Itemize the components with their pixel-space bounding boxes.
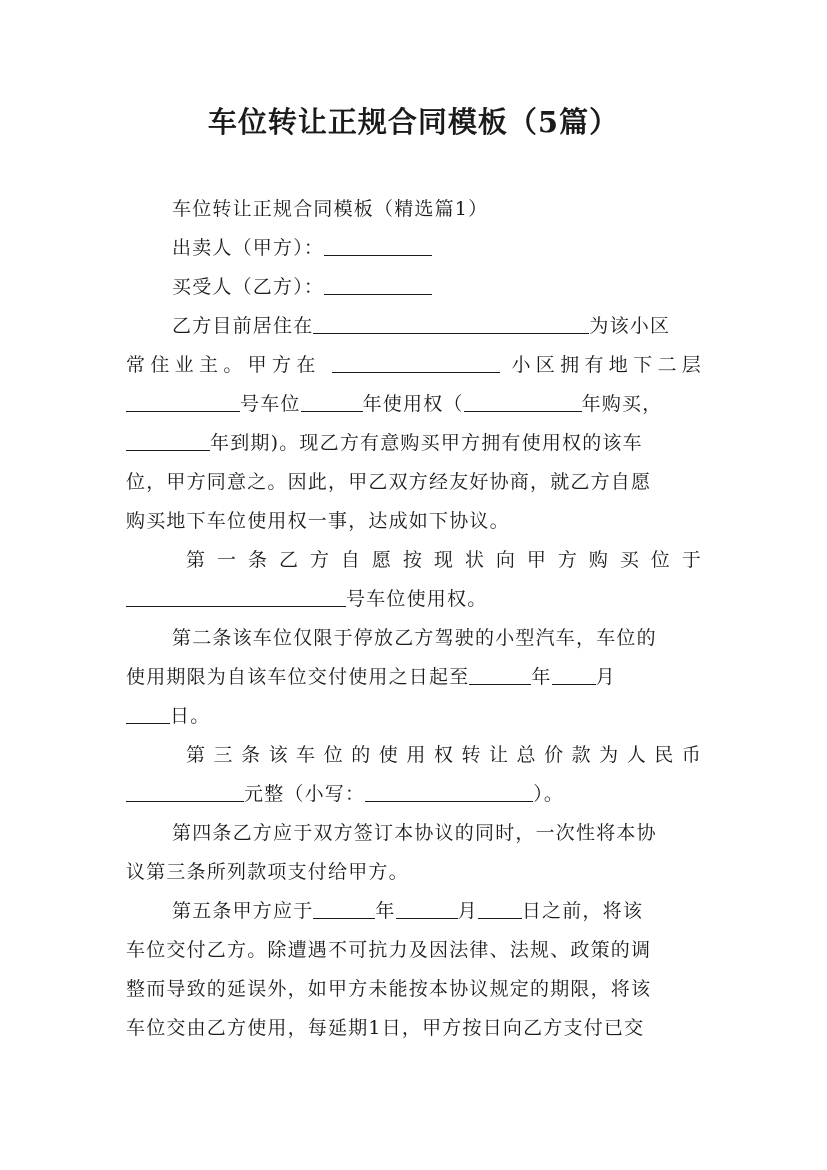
article-2-line-2	[126, 658, 702, 697]
text-run: ）。	[533, 783, 565, 805]
buyer-label: 买受人（乙方）：	[172, 276, 325, 298]
expiry-year-blank	[126, 430, 210, 451]
article-5-line-2: 车位交付乙方。除遭遇不可抗力及因法律、法规、政策的调	[126, 939, 652, 961]
article-1-line-2	[126, 580, 702, 619]
text-run: 为该小区	[589, 315, 671, 337]
price-digits-blank	[365, 781, 533, 802]
location-blank	[126, 586, 346, 607]
text-run: 日之前，将该	[521, 900, 644, 922]
seller-line	[126, 229, 702, 268]
paragraph-1-line-2	[126, 346, 702, 385]
document-title: 车位转让正规合同模板（5篇）	[207, 105, 620, 139]
text-run: 小区拥有地下二层	[511, 354, 702, 376]
article-4-line-1: 第四条乙方应于双方签订本协议的同时，一次性将本协	[172, 822, 657, 844]
price-words-blank	[126, 781, 244, 802]
article-5-line-1	[126, 892, 702, 931]
article-4-line-2: 议第三条所列款项支付给甲方。	[126, 861, 409, 883]
text-run: 号车位	[240, 393, 301, 415]
text-run: 年	[531, 666, 552, 688]
article-1-line-1: 第一条乙方自愿按现状向甲方购买位于	[186, 549, 702, 571]
text-run: 年	[375, 900, 396, 922]
end-day-blank	[126, 703, 170, 724]
text-run: 年到期)。现乙方有意购买甲方拥有使用权的该车	[210, 432, 643, 454]
article-5-line-3: 整而导致的延误外，如甲方未能按本协议规定的期限，将该	[126, 978, 652, 1000]
years-blank	[301, 391, 363, 412]
text-run: 月	[457, 900, 478, 922]
delivery-year-blank	[313, 898, 375, 919]
text-run: 日。	[170, 705, 211, 727]
article-3-line-2	[126, 775, 702, 814]
paragraph-1-line-5: 位，甲方同意之。因此，甲乙双方经友好协商，就乙方自愿	[126, 471, 652, 493]
text-run: 号车位使用权。	[346, 588, 488, 610]
end-month-blank	[552, 664, 596, 685]
seller-label: 出卖人（甲方）：	[172, 237, 325, 259]
text-run: 元整（小写：	[244, 783, 366, 805]
delivery-month-blank	[396, 898, 458, 919]
paragraph-1-line-1	[126, 307, 702, 346]
article-3-line-1: 第三条该车位的使用权转让总价款为人民币	[186, 744, 702, 766]
buyer-blank	[324, 274, 432, 295]
delivery-day-blank	[478, 898, 522, 919]
buyer-line	[126, 268, 702, 307]
document-body	[126, 190, 702, 1048]
purchase-year-blank	[464, 391, 582, 412]
article-2-line-3	[126, 697, 702, 736]
paragraph-1-line-4	[126, 424, 702, 463]
text-run: 年使用权（	[362, 393, 464, 415]
section-heading: 车位转让正规合同模板（精选篇1）	[172, 198, 489, 220]
text-run: 使用期限为自该车位交付使用之日起至	[126, 666, 470, 688]
space-number-blank	[126, 391, 240, 412]
community-blank	[332, 352, 500, 373]
paragraph-1-line-3	[126, 385, 702, 424]
text-run: 常住业主。甲方在	[126, 354, 321, 376]
article-5-line-4: 车位交由乙方使用，每延期1日，甲方按日向乙方支付已交	[126, 1017, 645, 1039]
text-run: 第五条甲方应于	[172, 900, 314, 922]
seller-blank	[324, 235, 432, 256]
text-run: 乙方目前居住在	[172, 315, 314, 337]
paragraph-1-line-6: 购买地下车位使用权一事，达成如下协议。	[126, 510, 510, 532]
end-year-blank	[469, 664, 531, 685]
article-2-line-1: 第二条该车位仅限于停放乙方驾驶的小型汽车，车位的	[172, 627, 657, 649]
text-run: 年购买，	[581, 393, 663, 415]
text-run: 月	[595, 666, 616, 688]
residence-blank	[313, 313, 589, 334]
